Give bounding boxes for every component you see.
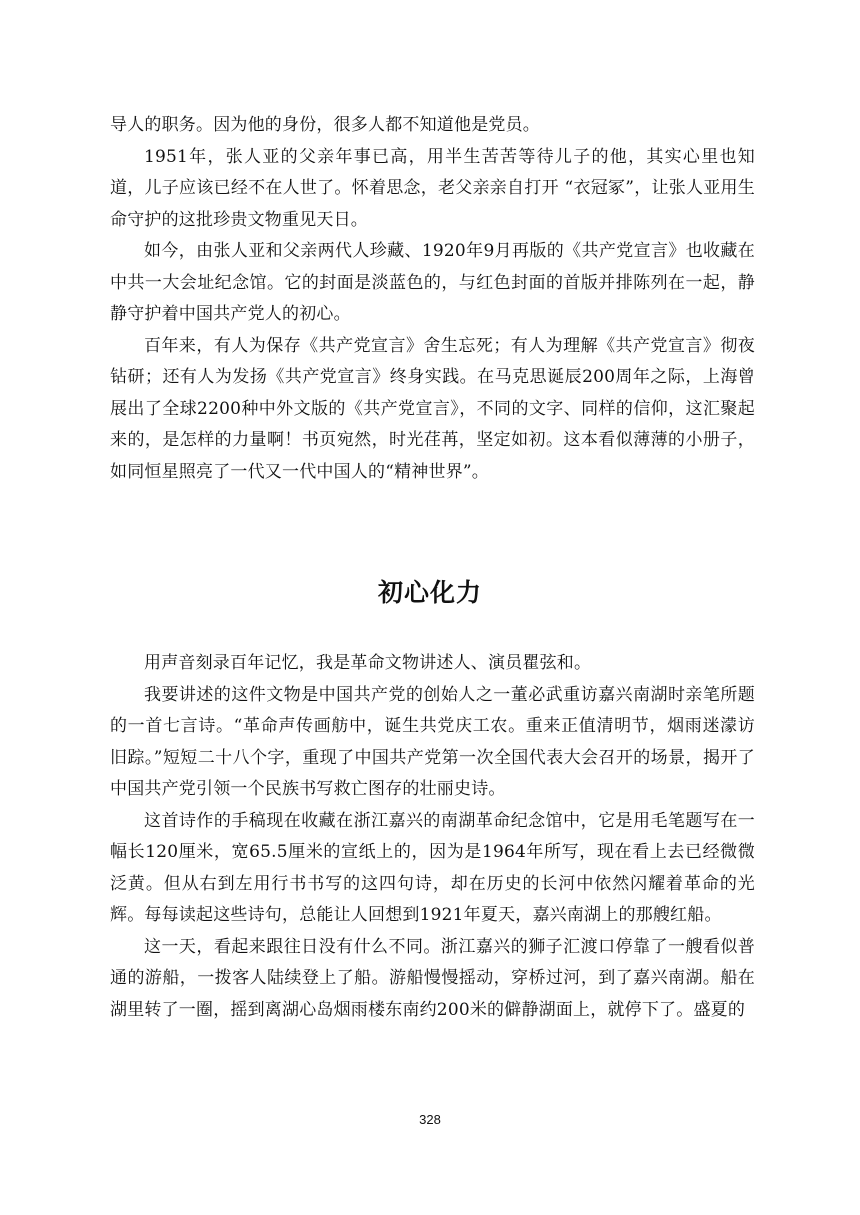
page-number: 328 [419, 1112, 441, 1127]
body-text-top [110, 110, 755, 488]
paragraph-manuscript: 这首诗作的手稿现在收藏在浙江嘉兴的南湖革命纪念馆中，它是用毛笔题写在一幅长120厘米，宽65.5厘米的宣纸上的，因为是1964年所写，现在看上去已经微微泛黄。但从右到左用行书书写的这四句诗，却在历史的长河中依然闪耀着革命的光辉。每每读起这些诗句，总能让人回想到1921年夏天，嘉兴南湖上的那艘红船。 [110, 810, 755, 925]
paragraph-narrator-intro: 用声音刻录百年记忆，我是革命文物讲述人、演员瞿弦和。 [144, 653, 592, 673]
paragraph-poem: 我要讲述的这件文物是中国共产党的创始人之一董必武重访嘉兴南湖时亲笔所题的一首七言诗。“革命声传画舫中，诞生共党庆工农。重来正值清明节，烟雨迷濛访旧踪。”短短二十八个字，重现了中国共产党第一次全国代表大会召开的场景，揭开了中国共产党引领一个民族书写救亡图存的壮丽史诗。 [110, 684, 755, 799]
paragraph-1951: 1951年，张人亚的父亲年事已高，用半生苦苦等待儿子的他，其实心里也知道，儿子应该已经不在人世了。怀着思念，老父亲亲自打开 “衣冠冢”，让张人亚用生命守护的这批珍贵文物重见天日。 [110, 146, 755, 230]
body-text-bottom [110, 648, 755, 1026]
paragraph-red-boat: 这一天，看起来跟往日没有什么不同。浙江嘉兴的狮子汇渡口停靠了一艘看似普通的游船，一拨客人陆续登上了船。游船慢慢摇动，穿桥过河，到了嘉兴南湖。船在湖里转了一圈，摇到离湖心岛烟雨楼东南约200米的僻静湖面上，就停下了。盛夏的 [110, 936, 755, 1020]
paragraph-hundred-years: 百年来，有人为保存《共产党宣言》舍生忘死；有人为理解《共产党宣言》彻夜钻研；还有人为发扬《共产党宣言》终身实践。在马克思诞辰200周年之际，上海曾展出了全球2200种中外文版的《共产党宣言》，不同的文字、同样的信仰，这汇聚起来的，是怎样的力量啊！书页宛然，时光荏苒，坚定如初。这本看似薄薄的小册子，如同恒星照亮了一代又一代中国人的“精神世界”。 [110, 335, 755, 482]
paragraph-continuation: 导人的职务。因为他的身份，很多人都不知道他是党员。 [110, 115, 540, 135]
paragraph-1920-edition: 如今，由张人亚和父亲两代人珍藏、1920年9月再版的《共产党宣言》也收藏在中共一大会址纪念馆。它的封面是淡蓝色的，与红色封面的首版并排陈列在一起，静静守护着中国共产党人的初心。 [110, 241, 755, 324]
section-title: 初心化力 [377, 578, 482, 607]
